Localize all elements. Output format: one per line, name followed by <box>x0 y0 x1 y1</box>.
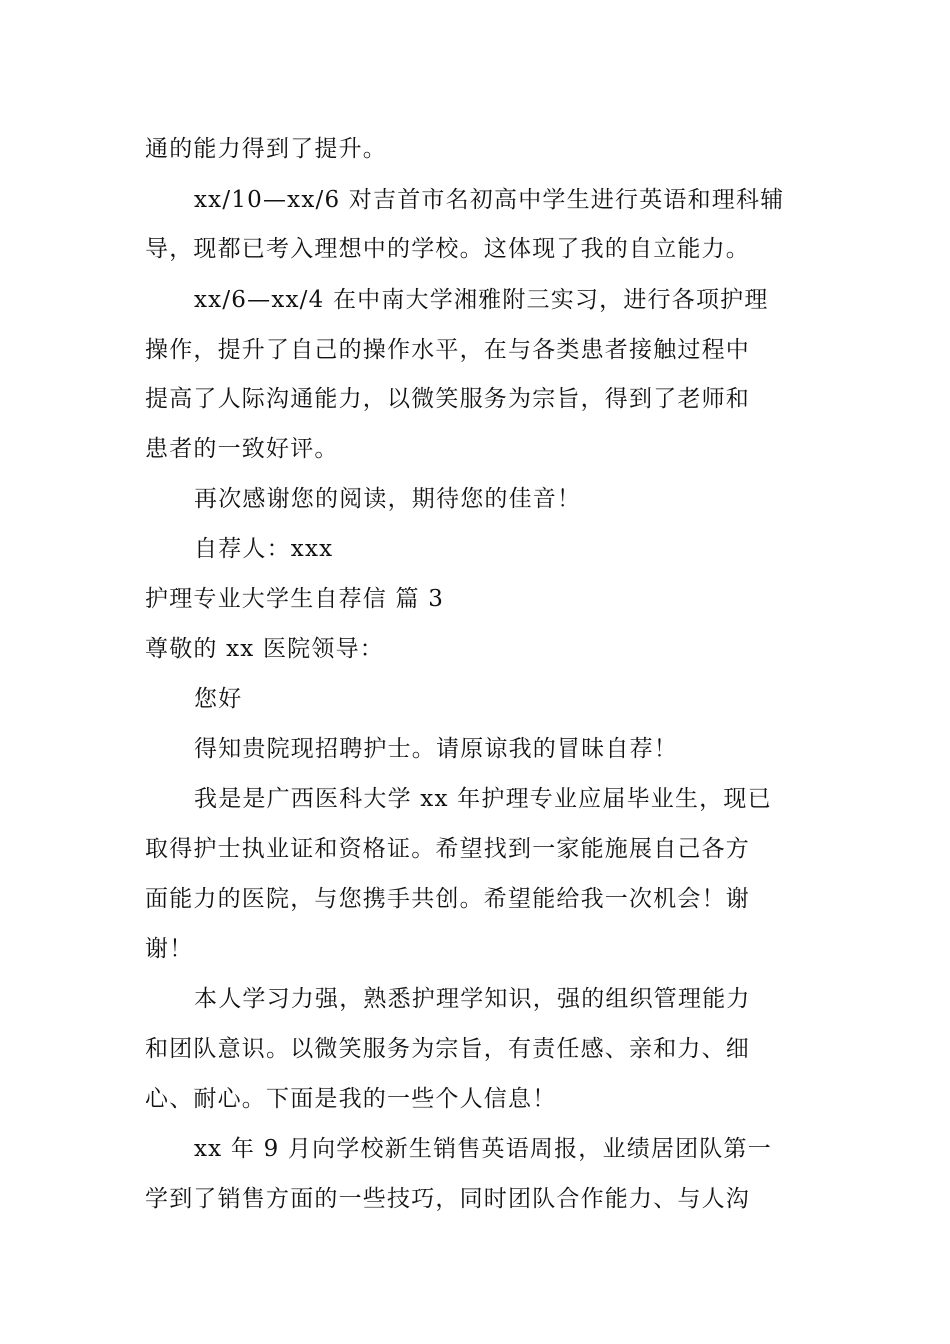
text-line: 取得护士执业证和资格证。希望找到一家能施展自己各方 <box>145 836 750 862</box>
text-line: 面能力的医院，与您携手共创。希望能给我一次机会！谢 <box>145 886 750 912</box>
text-line: 导，现都已考入理想中的学校。这体现了我的自立能力。 <box>145 236 750 262</box>
text-line: 提高了人际沟通能力，以微笑服务为宗旨，得到了老师和 <box>145 386 750 412</box>
greeting: 您好 <box>194 686 243 712</box>
text-line: xx/6—xx/4 在中南大学湘雅附三实习，进行各项护理 <box>194 287 769 313</box>
text-line: xx/10—xx/6 对吉首市名初高中学生进行英语和理科辅 <box>194 187 785 213</box>
text-line: xx 年 9 月向学校新生销售英语周报，业绩居团队第一 <box>194 1136 772 1162</box>
text-line: 谢！ <box>145 936 194 962</box>
signature-line: 自荐人：xxx <box>194 536 334 562</box>
text-line: 我是是广西医科大学 xx 年护理专业应届毕业生，现已 <box>194 786 772 812</box>
text-line: 患者的一致好评。 <box>145 436 339 462</box>
text-line: 得知贵院现招聘护士。请原谅我的冒昧自荐！ <box>194 736 678 762</box>
text-line: 通的能力得到了提升。 <box>145 136 387 162</box>
section-heading: 护理专业大学生自荐信 篇 3 <box>145 586 445 612</box>
text-line: 心、耐心。下面是我的一些个人信息！ <box>145 1086 557 1112</box>
text-line: 再次感谢您的阅读，期待您的佳音！ <box>194 486 582 512</box>
text-line: 本人学习力强，熟悉护理学知识，强的组织管理能力 <box>194 986 751 1012</box>
text-line: 学到了销售方面的一些技巧，同时团队合作能力、与人沟 <box>145 1186 750 1212</box>
salutation: 尊敬的 xx 医院领导： <box>145 636 384 662</box>
text-line: 操作，提升了自己的操作水平，在与各类患者接触过程中 <box>145 337 750 363</box>
text-line: 和团队意识。以微笑服务为宗旨，有责任感、亲和力、细 <box>145 1036 750 1062</box>
